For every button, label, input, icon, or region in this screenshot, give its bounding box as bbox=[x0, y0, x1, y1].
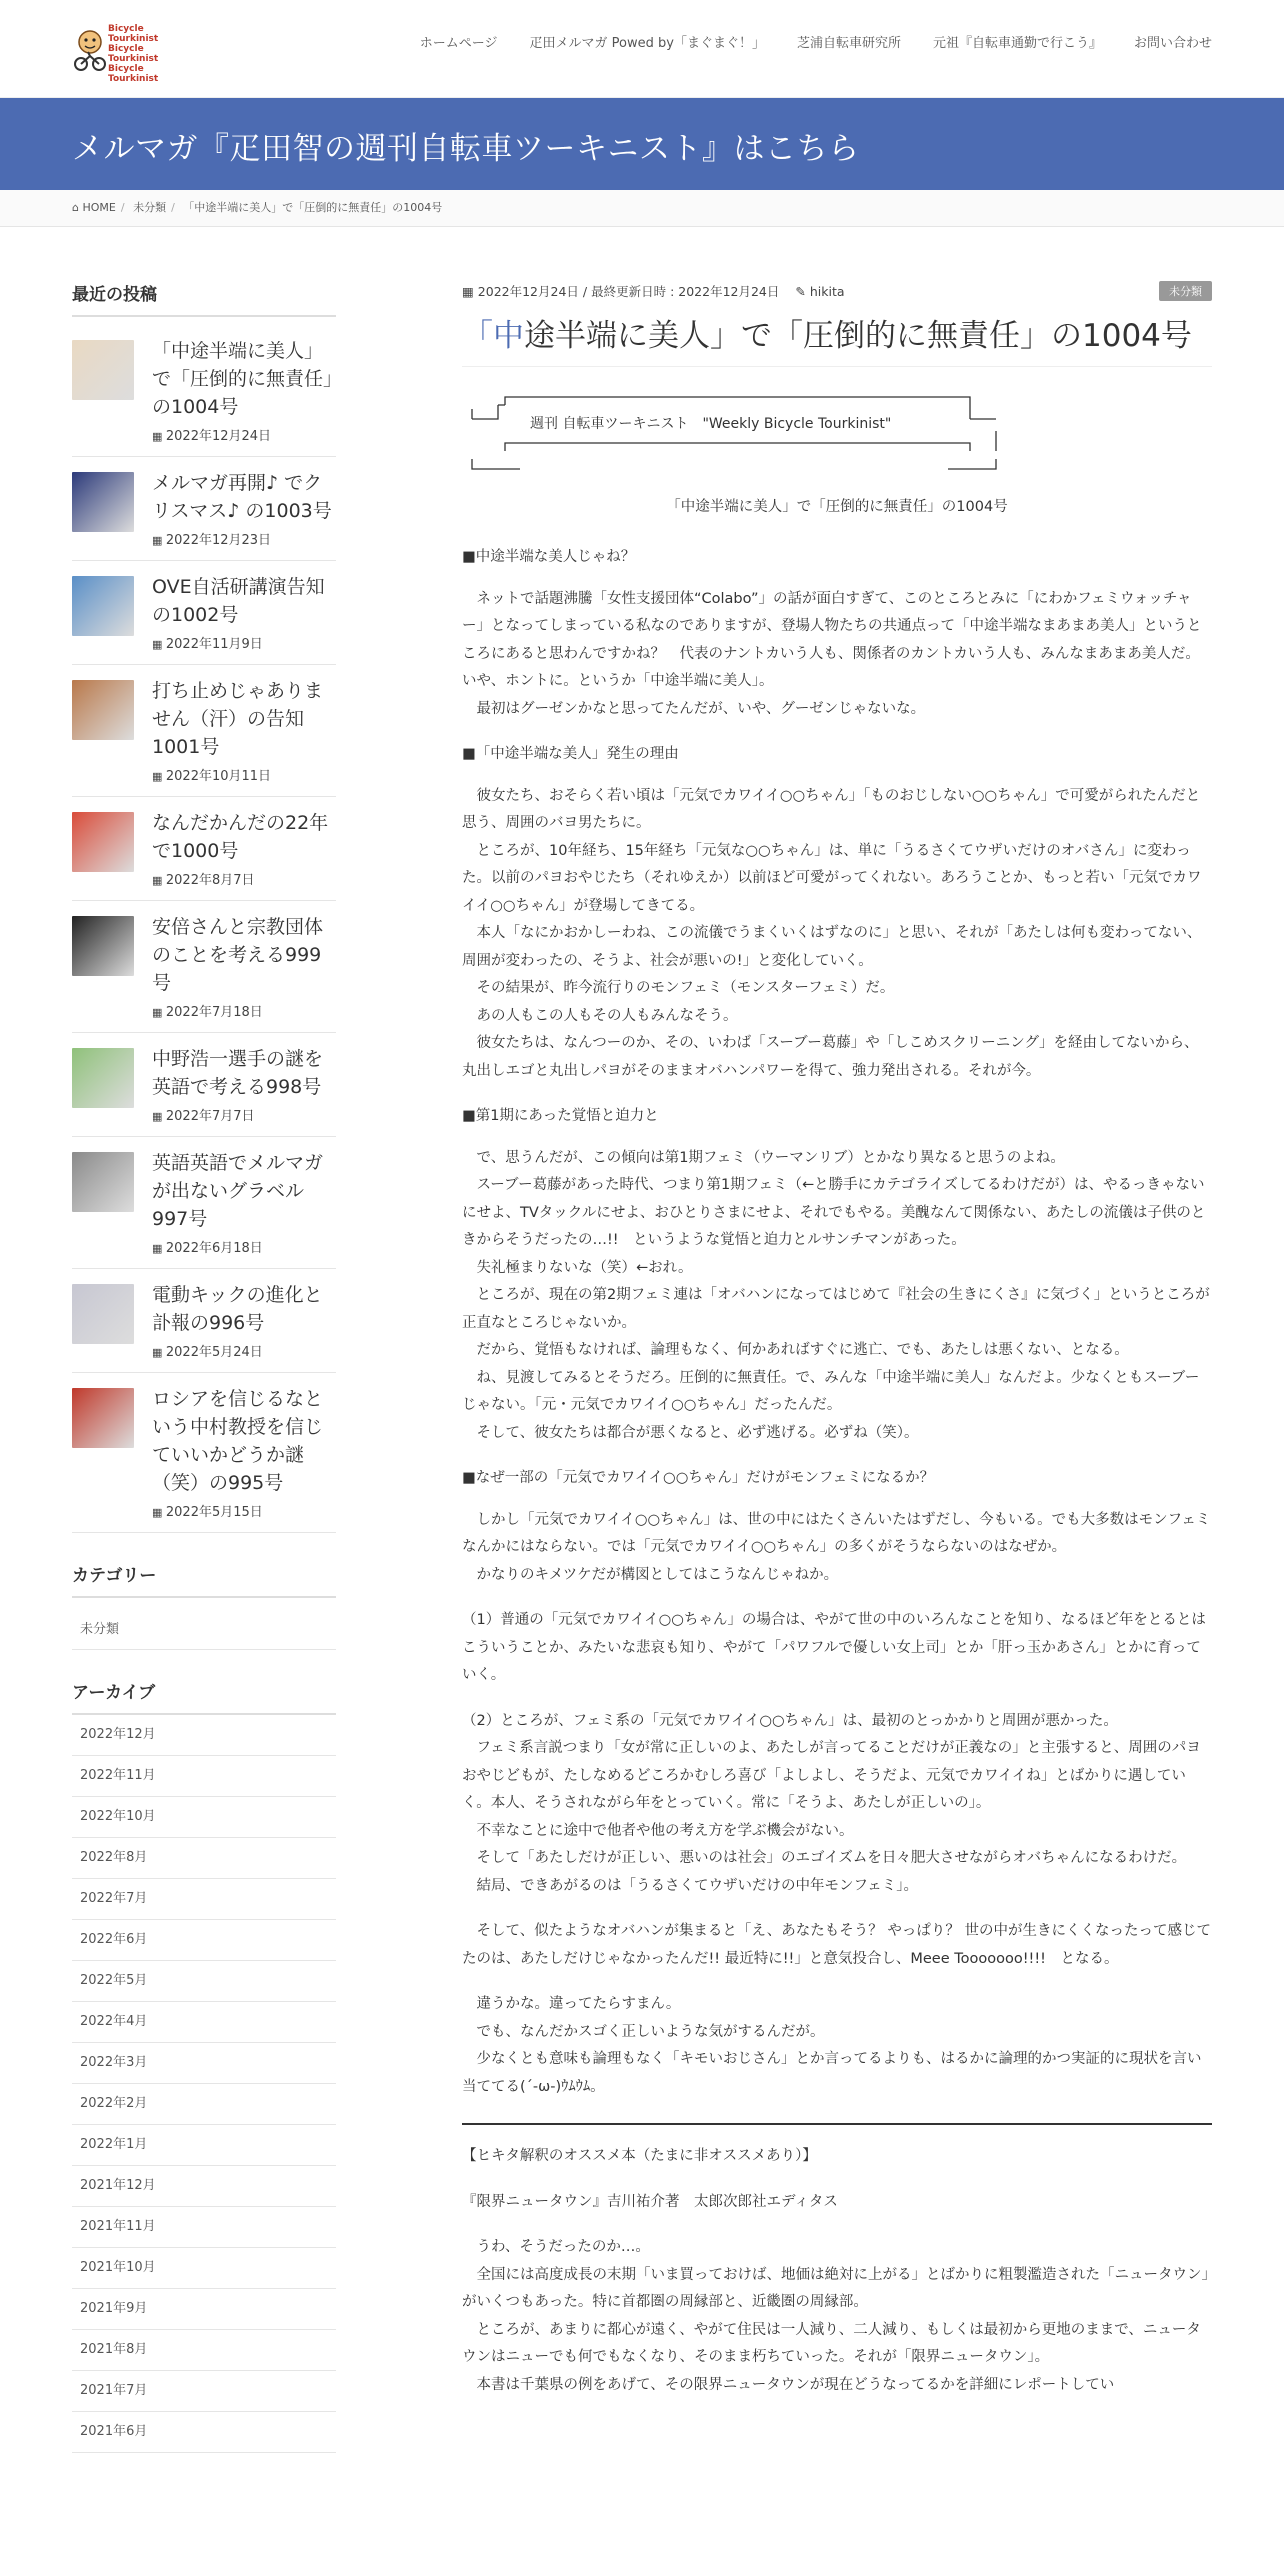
recent-post-date: ▦ 2022年5月24日 bbox=[152, 1341, 336, 1360]
recent-post-date: ▦ 2022年10月11日 bbox=[152, 765, 336, 784]
recent-post-item[interactable] bbox=[72, 1033, 336, 1137]
article-paragraph: ところが、あまりに都心が遠く、やがて住民は一人減り、二人減り、もしくは最初から更地のままで、ニュータウンはニューでも何でもなくなり、そのまま朽ちていった。それが「限界ニュータウン」。 bbox=[462, 2321, 1201, 2365]
article-paragraph: かなりのキメツケだが構図としてはこうなんじゃねか。 bbox=[462, 1566, 839, 1583]
recent-posts-heading: 最近の投稿 bbox=[72, 280, 336, 317]
article-paragraph: でも、なんだかスゴく正しいような気がするんだが。 bbox=[462, 2023, 825, 2040]
section-heading: ■なぜ一部の「元気でカワイイ○○ちゃん」だけがモンフェミになるか？ bbox=[462, 1470, 935, 1486]
archive-item[interactable]: 2022年4月 bbox=[72, 2002, 336, 2043]
article-paragraph: ネットで話題沸騰「女性支援団体“Colabo”」の話が面白すぎて、このところとみに「にわかフェミウォッチャー」となってしまっている私なのでありますが、登場人物たちの共通点って「中途半端なまあまあ美人」というところにあると思わんですかね？ 代表のナントカいう人も、関係者のカントカいう人も、みんなまあまあ美人だ。いや、ホントに。というか「中途半端に美人」。 bbox=[462, 590, 1202, 689]
recent-post-title[interactable]: 安倍さんと宗教団体のことを考える999号 bbox=[152, 916, 324, 994]
recent-post-item[interactable] bbox=[72, 561, 336, 665]
category-badge[interactable]: 未分類 bbox=[1159, 281, 1212, 301]
global-nav bbox=[388, 32, 1212, 51]
category-heading: カテゴリー bbox=[72, 1561, 336, 1598]
article-paragraph: 結局、できあがるのは「うるさくてウザいだけの中年モンフェミ」。 bbox=[462, 1877, 919, 1894]
nav-melmaga[interactable]: 疋田メルマガ Powed by「まぐまぐ！」 bbox=[529, 36, 765, 51]
logo-text: Bicycle Tourkinist Bicycle Tourkinist Bicycle Tourkinist bbox=[108, 24, 159, 84]
article-paragraph: 違うかな。違ってたらすまん。 bbox=[462, 1996, 681, 2012]
article-paragraph: そして「あたしだけが正しい、悪いのは社会」のエゴイズムを日々肥大させながらオバちゃんになるわけだ。 bbox=[462, 1850, 1187, 1866]
article-paragraph: 彼女たちは、なんつーのか、その、いわば「スーブー葛藤」や「しこめスクリーニング」を経由してないから、丸出しエゴと丸出しパヨがそのままオバハンパワーを得て、強力発出される。それが今。 bbox=[462, 1035, 1199, 1079]
breadcrumb-home[interactable]: HOME bbox=[82, 201, 116, 214]
nav-home[interactable]: ホームページ bbox=[419, 36, 498, 51]
archive-heading: アーカイブ bbox=[72, 1678, 336, 1715]
breadcrumb: ⌂ HOME / 未分類 / 「中途半端に美人」で「圧倒的に無責任」の1004号 bbox=[0, 190, 1284, 227]
pencil-icon: ✎ bbox=[795, 283, 810, 299]
recent-post-item[interactable] bbox=[72, 1137, 336, 1269]
nav-shibaura-lab[interactable]: 芝浦自転車研究所 bbox=[796, 36, 901, 51]
recent-post-title[interactable]: メルマガ再開♪ でクリスマス♪ の1003号 bbox=[152, 472, 332, 522]
recent-post-title[interactable]: なんだかんだの22年で1000号 bbox=[152, 812, 329, 862]
post-thumbnail[interactable] bbox=[72, 576, 134, 636]
recent-post-date: ▦ 2022年5月15日 bbox=[152, 1501, 336, 1520]
nav-contact[interactable]: お問い合わせ bbox=[1133, 36, 1212, 51]
updated-date: 2022年12月24日 bbox=[678, 284, 780, 299]
archive-item[interactable]: 2022年2月 bbox=[72, 2084, 336, 2125]
post-thumbnail[interactable] bbox=[72, 1388, 134, 1448]
recent-post-date: ▦ 2022年12月24日 bbox=[152, 425, 336, 444]
archive-item[interactable]: 2022年12月 bbox=[72, 1715, 336, 1756]
article-paragraph: スーブー葛藤があった時代、つまり第1期フェミ（←と勝手にカテゴライズしてるわけだが）は、やるっきゃないにせよ、TVタックルにせよ、おひとりさまにせよ、それでもやる。美醜なんて関係ない、あたしの流儀は子供のときからそうだったの…!! というような覚悟と迫力とルサンチマンがあった。 bbox=[462, 1177, 1206, 1248]
recent-post-item[interactable] bbox=[72, 1373, 336, 1533]
breadcrumb-current: 「中途半端に美人」で「圧倒的に無責任」の1004号 bbox=[183, 201, 443, 214]
article-meta: ▦ 2022年12月24日 / 最終更新日時 : 2022年12月24日 ✎ hikita 未分類 bbox=[462, 276, 1212, 306]
section-divider bbox=[462, 2123, 1212, 2125]
archive-item[interactable]: 2022年1月 bbox=[72, 2125, 336, 2166]
site-header bbox=[0, 0, 1284, 98]
post-thumbnail[interactable] bbox=[72, 680, 134, 740]
archive-item[interactable]: 2021年11月 bbox=[72, 2207, 336, 2248]
post-thumbnail[interactable] bbox=[72, 340, 134, 400]
home-icon: ⌂ bbox=[72, 201, 79, 214]
archive-list bbox=[72, 1715, 336, 2453]
article-paragraph: うわ、そうだったのか…。 bbox=[462, 2239, 650, 2255]
updated-label: 最終更新日時 : bbox=[591, 284, 675, 299]
recent-post-date: ▦ 2022年7月7日 bbox=[152, 1105, 336, 1124]
nav-commute[interactable]: 元祖『自転車通勤で行こう』 bbox=[932, 36, 1102, 51]
article-paragraph: ね、見渡してみるとそうだろ。圧倒的に無責任。で、みんな「中途半端に美人」なんだよ。少なくともスーブーじゃない。「元・元気でカワイイ○○ちゃん」だったんだ。 bbox=[462, 1369, 1200, 1413]
recent-post-item[interactable] bbox=[72, 901, 336, 1033]
article-paragraph: 本人「なにかおかしーわね、この流儀でうまくいくはずなのに」と思い、それが「あたしは何も変わってない、周囲が変わったの、そうよ、社会が悪いの!」と変化していく。 bbox=[462, 925, 1202, 969]
post-thumbnail[interactable] bbox=[72, 472, 134, 532]
article-paragraph: そして、彼女たちは都合が悪くなると、必ず逃げる。必ずね（笑）。 bbox=[462, 1424, 919, 1441]
recent-posts-list bbox=[72, 325, 336, 1533]
post-date: 2022年12月24日 bbox=[477, 284, 579, 299]
article bbox=[462, 276, 1212, 2399]
recent-post-date: ▦ 2022年7月18日 bbox=[152, 1001, 336, 1020]
recent-post-date: ▦ 2022年6月18日 bbox=[152, 1237, 336, 1256]
article-paragraph: その結果が、昨今流行りのモンフェミ（モンスターフェミ）だ。 bbox=[462, 980, 895, 996]
category-item[interactable]: 未分類 bbox=[72, 1606, 336, 1650]
recent-post-date: ▦ 2022年11月9日 bbox=[152, 633, 336, 652]
recent-post-title[interactable]: OVE自活研講演告知の1002号 bbox=[152, 576, 325, 626]
recent-post-date: ▦ 2022年8月7日 bbox=[152, 869, 336, 888]
recent-post-title[interactable]: 中野浩一選手の謎を英語で考える998号 bbox=[152, 1048, 324, 1098]
recent-post-date: ▦ 2022年12月23日 bbox=[152, 529, 336, 548]
archive-item[interactable]: 2022年7月 bbox=[72, 1879, 336, 1920]
article-paragraph: 最初はグーゼンかなと思ってたんだが、いや、グーゼンじゃないな。 bbox=[462, 700, 926, 717]
article-paragraph: ところが、10年経ち、15年経ち「元気な○○ちゃん」は、単に「うるさくてウザいだけのオバさん」に変わった。以前のパヨおやじたち（それゆえか）以前ほど可愛がってくれない。あろうことか、もっと若い「元気でカワイイ○○ちゃん」が登場してきてる。 bbox=[462, 842, 1202, 914]
archive-item[interactable]: 2021年12月 bbox=[72, 2166, 336, 2207]
article-paragraph: 失礼極まりないな（笑）←おれ。 bbox=[462, 1259, 693, 1276]
article-title: 「中途半端に美人」で「圧倒的に無責任」の1004号 bbox=[462, 314, 1212, 367]
article-paragraph: （1）普通の「元気でカワイイ○○ちゃん」の場合は、やがて世の中のいろんなことを知り、なるほど年をとるとはこういうことか、みたいな悲哀も知り、やがて「パワフルで優しい女上司」とか「肝っ玉かあさん」とかに育っていく。 bbox=[462, 1612, 1206, 1683]
article-paragraph: （2）ところが、フェミ系の「元気でカワイイ○○ちゃん」は、最初のとっかかりと周囲が悪かった。 bbox=[462, 1712, 1118, 1729]
archive-item[interactable]: 2021年7月 bbox=[72, 2371, 336, 2412]
logo-face-icon bbox=[72, 28, 108, 72]
article-subtitle: 「中途半端に美人」で「圧倒的に無責任」の1004号 bbox=[666, 499, 1008, 515]
post-thumbnail[interactable] bbox=[72, 1048, 134, 1108]
site-logo[interactable] bbox=[70, 18, 159, 84]
archive-item[interactable]: 2022年8月 bbox=[72, 1838, 336, 1879]
recent-post-title[interactable]: ロシアを信じるなという中村教授を信じていいかどうか謎（笑）の995号 bbox=[152, 1388, 324, 1494]
breadcrumb-category[interactable]: 未分類 bbox=[133, 201, 167, 214]
archive-item[interactable]: 2021年10月 bbox=[72, 2248, 336, 2289]
archive-item[interactable]: 2022年6月 bbox=[72, 1920, 336, 1961]
article-paragraph: 全国には高度成長の末期「いま買っておけば、地価は絶対に上がる」とばかりに粗製濫造された「ニュータウン」がいくつもあった。特に首都圏の周縁部と、近畿圏の周縁部。 bbox=[462, 2266, 1209, 2310]
post-thumbnail[interactable] bbox=[72, 812, 134, 872]
article-paragraph: ところが、現在の第2期フェミ連は「オバハンになってはじめて『社会の生きにくさ』に気づく」というところが正直なところじゃないか。 bbox=[462, 1287, 1210, 1331]
post-thumbnail[interactable] bbox=[72, 1284, 134, 1344]
archive-item[interactable]: 2021年8月 bbox=[72, 2330, 336, 2371]
article-paragraph: 少なくとも意味も論理もなく「キモいおじさん」とか言ってるよりも、はるかに論理的かつ実証的に現状を言い当ててる(´-ω-)ｳﾑｳﾑ。 bbox=[462, 2051, 1202, 2095]
recent-post-title[interactable]: 打ち止めじゃありません（汗）の告知1001号 bbox=[152, 680, 324, 758]
article-paragraph: だから、覚悟もなければ、論理もなく、何かあればすぐに逃亡、でも、あたしは悪くない、となる。 bbox=[462, 1342, 1129, 1358]
author-link[interactable]: hikita bbox=[809, 283, 845, 299]
recent-post-title[interactable]: 「中途半端に美人」で「圧倒的に無責任」の1004号 bbox=[152, 340, 333, 418]
recent-post-item[interactable] bbox=[72, 325, 336, 457]
newsletter-header-box bbox=[468, 391, 1212, 469]
article-paragraph: そして、似たようなオバハンが集まると「え、あなたもそう？ やっぱり？ 世の中が生きにくくなったって感じてたのは、あたしだけじゃなかったんだ!! 最近特に!!」と意気投合し、Meee Tooooooo!!!! となる。 bbox=[462, 1923, 1212, 1967]
recent-post-item[interactable] bbox=[72, 1269, 336, 1373]
recent-post-title[interactable]: 英語英語でメルマガが出ないグラベル997号 bbox=[152, 1152, 324, 1230]
recent-post-title[interactable]: 電動キックの進化と訃報の996号 bbox=[152, 1284, 323, 1334]
section-heading: ■「中途半端な美人」発生の理由 bbox=[462, 746, 679, 762]
box-label: 週刊 自転車ツーキニスト "Weekly Bicycle Tourkinist" bbox=[530, 416, 892, 432]
section-heading: ■第1期にあった覚悟と迫力と bbox=[462, 1108, 659, 1124]
article-paragraph: しかし「元気でカワイイ○○ちゃん」は、世の中にはたくさんいたはずだし、今もいる。でも大多数はモンフェミなんかにはならない。では「元気でカワイイ○○ちゃん」の多くがそうならないのはなぜか。 bbox=[462, 1511, 1211, 1555]
recent-post-item[interactable] bbox=[72, 665, 336, 797]
post-thumbnail[interactable] bbox=[72, 1152, 134, 1212]
sidebar bbox=[72, 280, 336, 2453]
recent-post-item[interactable] bbox=[72, 457, 336, 561]
article-paragraph: 彼女たち、おそらく若い頃は「元気でカワイイ○○ちゃん」「ものおじしない○○ちゃん」で可愛がられたんだと思う、周囲のバヨ男たちに。 bbox=[462, 787, 1201, 831]
article-paragraph: フェミ系言説つまり「女が常に正しいのよ、あたしが言ってることだけが正義なの」と主張すると、周囲のパヨおやじどもが、たしなめるどころかむしろ喜び「よしよし、そうだよ、元気でカワイイね」とばかりに遇していく。本人、そうされながら年をとっていく。常に「そうよ、あたしが正しいの」。 bbox=[462, 1740, 1201, 1811]
archive-item[interactable]: 2022年10月 bbox=[72, 1797, 336, 1838]
article-body bbox=[462, 544, 1212, 2399]
article-paragraph: 不幸なことに途中で他者や他の考え方を学ぶ機会がない。 bbox=[462, 1822, 854, 1839]
archive-item[interactable]: 2021年9月 bbox=[72, 2289, 336, 2330]
box-frame bbox=[468, 391, 1008, 475]
archive-item[interactable]: 2022年3月 bbox=[72, 2043, 336, 2084]
article-paragraph: 本書は千葉県の例をあげて、その限界ニュータウンが現在どうなってるかを詳細にレポートしてい bbox=[462, 2376, 1115, 2393]
calendar-icon: ▦ bbox=[462, 283, 478, 299]
article-paragraph: 【ヒキタ解釈のオススメ本（たまに非オススメあり）】 bbox=[462, 2148, 817, 2164]
banner-title[interactable]: メルマガ『疋田智の週刊自転車ツーキニスト』はこちら bbox=[72, 131, 860, 167]
article-paragraph: あの人もこの人もその人もみんなそう。 bbox=[462, 1007, 738, 1024]
article-paragraph: 『限界ニュータウン』吉川祐介著 太郎次郎社エディタス bbox=[462, 2193, 838, 2210]
recent-post-item[interactable] bbox=[72, 797, 336, 901]
section-heading: ■中途半端な美人じゃね？ bbox=[462, 549, 636, 565]
post-thumbnail[interactable] bbox=[72, 916, 134, 976]
archive-item[interactable]: 2022年5月 bbox=[72, 1961, 336, 2002]
page-banner bbox=[0, 98, 1284, 190]
article-paragraph: で、思うんだが、この傾向は第1期フェミ（ウーマンリブ）とかなり異なると思うのよね。 bbox=[462, 1149, 1065, 1166]
archive-item[interactable]: 2021年6月 bbox=[72, 2412, 336, 2453]
archive-item[interactable]: 2022年11月 bbox=[72, 1756, 336, 1797]
